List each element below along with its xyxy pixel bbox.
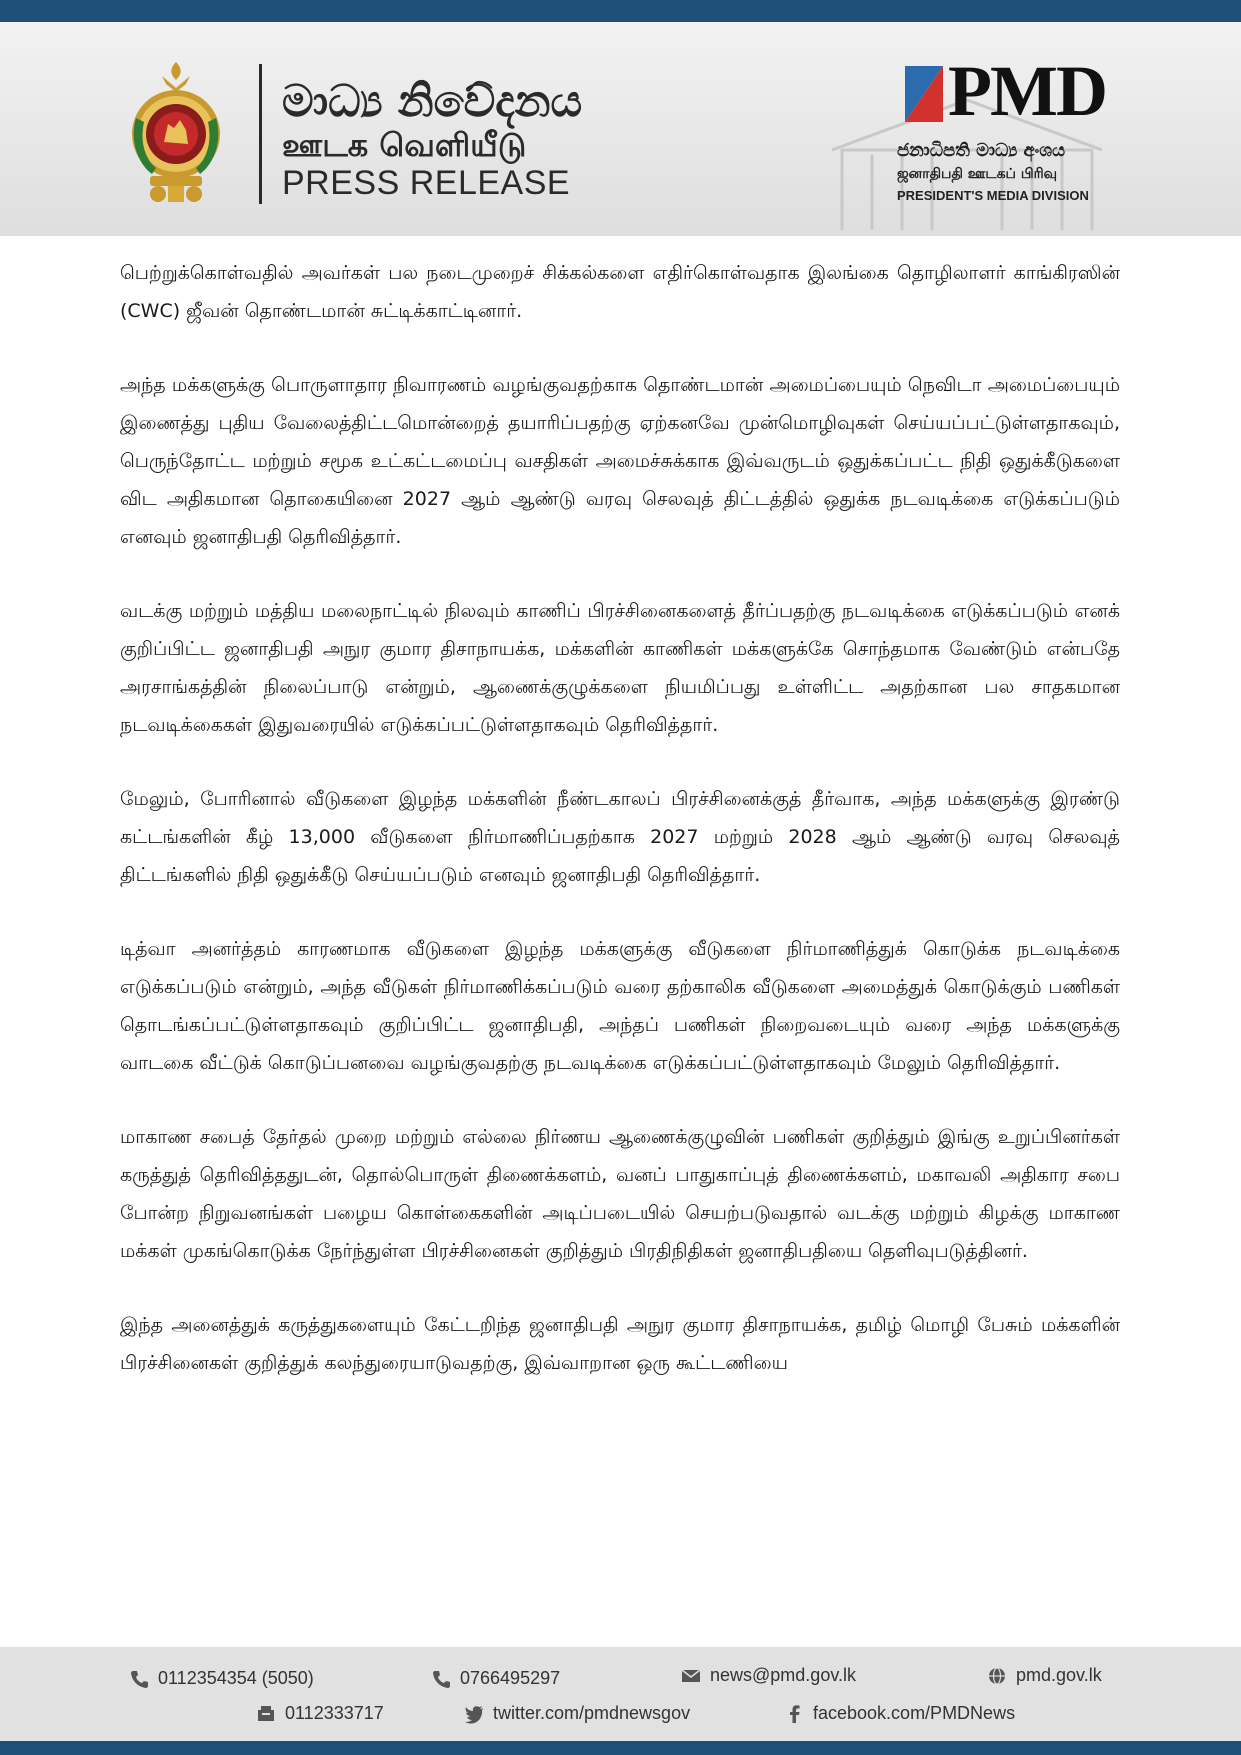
top-color-bar [0,0,1241,22]
body-paragraph: இந்த அனைத்துக் கருத்துகளையும் கேட்டறிந்த ஜனாதிபதி அநுர குமார திசாநாயக்க, தமிழ் மொழி பேசும் மக்களின் பிரச்சினைகள் குறித்துக் கலந்துரையாடுவதற்கு, இவ்வாறான ஒரு கூட்டணியை [120,1314,1120,1374]
title-sinhala: මාධ්‍ය නිවේදනය [282,76,583,127]
phone-icon [430,1669,452,1689]
globe-icon [986,1666,1008,1686]
footer-facebook [783,1703,1015,1724]
phone-icon [128,1669,150,1689]
fax-icon [255,1704,277,1724]
body-paragraph: வடக்கு மற்றும் மத்திய மலைநாட்டில் நிலவும் காணிப் பிரச்சினைகளைத் தீர்ப்பதற்கு நடவடிக்கை எடுக்கப்படும் எனக் குறிப்பிட்ட ஜனாதிபதி அநுர குமார திசாநாயக்க, மக்களின் காணிகள் மக்களுக்கே சொந்தமாக வேண்டும் என்பதே அரசாங்கத்தின் நிலைப்பாடு என்றும், ஆணைக்குழுக்களை நியமிப்பது உள்ளிட்ட அதற்கான பல சாதகமான நடவடிக்கைகள் இதுவரையில் எடுக்கப்பட்டுள்ளதாகவும் தெரிவித்தார். [120,600,1120,736]
contact-footer [0,1647,1241,1741]
twitter-link[interactable]: twitter.com/pmdnewsgov [493,1703,691,1723]
mobile-number[interactable]: 0766495297 [460,1668,561,1688]
title-tamil: ஊடக வெளியீடு [282,126,527,164]
twitter-icon [463,1704,485,1724]
phone-number[interactable]: 0112354354 (5050) [158,1668,314,1688]
footer-twitter [463,1703,690,1724]
title-english: PRESS RELEASE [282,164,571,202]
footer-website [986,1665,1102,1686]
body-paragraph: மாகாண சபைத் தேர்தல் முறை மற்றும் எல்லை நிர்ணய ஆணைக்குழுவின் பணிகள் குறித்தும் இங்கு உறுப்பினர்கள் கருத்துத் தெரிவித்ததுடன், தொல்பொருள் திணைக்களம், வனப் பாதுகாப்புத் திணைக்களம், மகாவலி அதிகார சபை போன்ற நிறுவனங்கள் பழைய கொள்கைகளின் அடிப்படையில் செயற்படுவதால் வடக்கு மற்றும் கிழக்கு மாகாண மக்கள் முகங்கொடுக்க நேர்ந்துள்ள பிரச்சினைகள் குறித்தும் பிரதிநிதிகள் ஜனாதிபதியை தெளிவுபடுத்தினர். [120,1126,1120,1262]
body-paragraph: மேலும், போரினால் வீடுகளை இழந்த மக்களின் நீண்டகாலப் பிரச்சினைக்குத் தீர்வாக, அந்த மக்களுக்கு இரண்டு கட்டங்களின் கீழ் 13,000 வீடுகளை நிர்மாணிப்பதற்காக 2027 மற்றும் 2028 ஆம் ஆண்டு வரவு செலவுத் திட்டங்களில் நிதி ஒதுக்கீடு செய்யப்படும் எனவும் ஜனாதிபதி தெரிவித்தார். [120,788,1120,886]
body-paragraph: பெற்றுக்கொள்வதில் அவர்கள் பல நடைமுறைச் சிக்கல்களை எதிர்கொள்வதாக இலங்கை தொழிலாளர் காங்கிரஸின் (CWC) ஜீவன் தொண்டமான் சுட்டிக்காட்டினார். [120,262,1120,322]
footer-email [680,1665,856,1686]
press-release-body [120,254,1120,1382]
body-paragraph: டித்வா அனர்த்தம் காரணமாக வீடுகளை இழந்த மக்களுக்கு வீடுகளை நிர்மாணித்துக் கொடுக்க நடவடிக்கை எடுக்கப்படும் என்றும், அந்த வீடுகள் நிர்மாணிக்கப்படும் வரை தற்காலிக வீடுகளை அமைத்துக் கொடுக்கும் பணிகள் தொடங்கப்பட்டுள்ளதாகவும் குறிப்பிட்ட ஜனாதிபதி, அந்தப் பணிகள் நிறைவடையும் வரை அந்த மக்களுக்கு வாடகை வீட்டுக் கொடுப்பனவை வழங்குவதற்கு நடவடிக்கை எடுக்கப்பட்டுள்ளதாகவும் மேலும் தெரிவித்தார். [120,938,1120,1074]
fax-number[interactable]: 0112333717 [285,1703,384,1723]
division-sinhala: ජනාධිපති මාධ්‍ය අංශය [897,140,1066,161]
footer-phone [128,1668,314,1689]
bottom-color-bar [0,1741,1241,1755]
facebook-link[interactable]: facebook.com/PMDNews [813,1703,1016,1723]
mail-icon [680,1666,702,1686]
state-emblem-logo [128,58,224,208]
footer-mobile [430,1668,560,1689]
footer-fax [255,1703,384,1724]
header-divider [259,64,262,204]
facebook-icon [783,1704,805,1724]
pmd-logo-text: PMD [948,51,1106,131]
division-english: PRESIDENT'S MEDIA DIVISION [897,188,1089,203]
body-paragraph: அந்த மக்களுக்கு பொருளாதார நிவாரணம் வழங்குவதற்காக தொண்டமான் அமைப்பையும் நெவிடா அமைப்பையும் இணைத்து புதிய வேலைத்திட்டமொன்றைத் தயாரிப்பதற்கு ஏற்கனவே முன்மொழிவுகள் செய்யப்பட்டுள்ளதாகவும், பெருந்தோட்ட மற்றும் சமூக உட்கட்டமைப்பு வசதிகள் அமைச்சுக்காக இவ்வருடம் ஒதுக்கப்பட்ட நிதி ஒதுக்கீடுகளை விட அதிகமான தொகையினை 2027 ஆம் ஆண்டு வரவு செலவுத் திட்டத்தில் ஒதுக்க நடவடிக்கை எடுக்கப்படும் எனவும் ஜனாதிபதி தெரிவித்தார். [120,374,1120,548]
website-link[interactable]: pmd.gov.lk [1016,1665,1102,1685]
email-link[interactable]: news@pmd.gov.lk [710,1665,856,1685]
division-tamil: ஜனாதிபதி ஊடகப் பிரிவு [897,166,1058,182]
pmd-logo-mark [905,66,943,122]
